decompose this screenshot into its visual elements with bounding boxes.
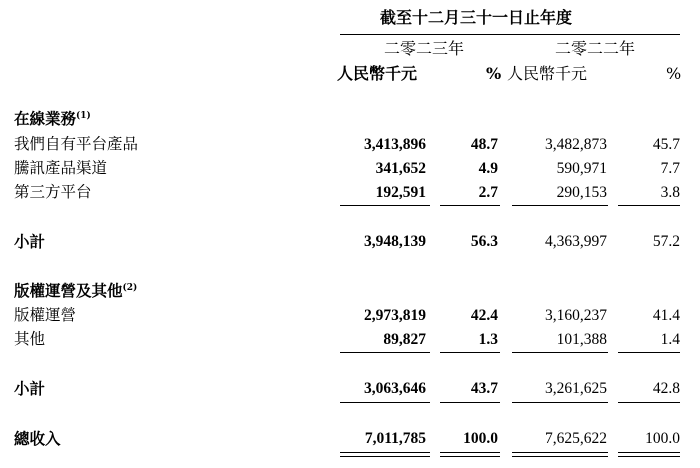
subtotal-value-2023: 3,948,139 bbox=[364, 233, 426, 250]
double-rule bbox=[512, 452, 608, 453]
header-rule bbox=[340, 34, 680, 35]
total-value-2022: 7,625,622 bbox=[545, 430, 607, 447]
column-rule bbox=[512, 402, 608, 403]
column-rule bbox=[440, 402, 500, 403]
section-title-copyright: 版權運營及其他$^{(2)}$ bbox=[14, 281, 138, 300]
row-label: 第三方平台 bbox=[14, 183, 92, 201]
total-pct-2022: 100.0 bbox=[645, 430, 680, 447]
currency-2023-header: 人民幣千元 bbox=[337, 64, 418, 83]
row-label: 其他 bbox=[14, 330, 46, 348]
row-label: 騰訊產品渠道 bbox=[14, 159, 108, 177]
subtotal-label: 小計 bbox=[14, 232, 46, 251]
column-rule bbox=[618, 402, 680, 403]
subtotal-value-2023: 3,063,646 bbox=[364, 380, 426, 397]
year-2023-header: 二零二三年 bbox=[384, 39, 465, 58]
column-rule bbox=[340, 402, 430, 403]
subtotal-pct-2022: 57.2 bbox=[652, 233, 680, 250]
year-2022-header: 二零二二年 bbox=[555, 39, 636, 58]
pct-2022: 3.8 bbox=[660, 184, 680, 201]
column-rule bbox=[440, 352, 500, 353]
value-2023: 89,827 bbox=[383, 331, 426, 348]
total-label: 總收入 bbox=[14, 429, 61, 448]
value-2022: 590,971 bbox=[556, 160, 607, 177]
pct-2023-header: % bbox=[486, 64, 502, 83]
total-pct-2023: 100.0 bbox=[463, 430, 498, 447]
pct-2022: 41.4 bbox=[652, 307, 680, 324]
value-2022: 3,160,237 bbox=[545, 307, 607, 324]
double-rule bbox=[440, 452, 500, 453]
double-rule bbox=[340, 456, 430, 457]
pct-2022: 45.7 bbox=[652, 136, 680, 153]
column-rule bbox=[512, 205, 608, 206]
subtotal-pct-2022: 42.8 bbox=[652, 380, 680, 397]
pct-2023: 48.7 bbox=[470, 136, 498, 153]
double-rule bbox=[340, 452, 430, 453]
pct-2023: 2.7 bbox=[478, 184, 498, 201]
value-2023: 341,652 bbox=[375, 160, 426, 177]
subtotal-value-2022: 4,363,997 bbox=[545, 233, 607, 250]
double-rule bbox=[618, 452, 680, 453]
row-label: 版權運營 bbox=[14, 306, 77, 324]
period-header: 截至十二月三十一日止年度 bbox=[380, 8, 573, 27]
column-rule bbox=[512, 352, 608, 353]
subtotal-pct-2023: 56.3 bbox=[470, 233, 498, 250]
value-2022: 3,482,873 bbox=[545, 136, 607, 153]
pct-2023: 42.4 bbox=[470, 307, 498, 324]
value-2023: 3,413,896 bbox=[364, 136, 426, 153]
value-2022: 290,153 bbox=[556, 184, 607, 201]
column-rule bbox=[618, 352, 680, 353]
column-rule bbox=[340, 205, 430, 206]
pct-2022: 1.4 bbox=[660, 331, 680, 348]
value-2023: 192,591 bbox=[375, 184, 426, 201]
subtotal-pct-2023: 43.7 bbox=[470, 380, 498, 397]
section-title-online: 在線業務$^{(1)}$ bbox=[14, 109, 91, 128]
column-rule bbox=[618, 205, 680, 206]
column-rule bbox=[340, 352, 430, 353]
double-rule bbox=[512, 456, 608, 457]
double-rule bbox=[440, 456, 500, 457]
pct-2022: 7.7 bbox=[660, 160, 680, 177]
column-rule bbox=[440, 205, 500, 206]
pct-2023: 1.3 bbox=[478, 331, 498, 348]
double-rule bbox=[618, 456, 680, 457]
pct-2022-header: % bbox=[666, 64, 682, 83]
subtotal-value-2022: 3,261,625 bbox=[545, 380, 607, 397]
total-value-2023: 7,011,785 bbox=[364, 430, 426, 447]
pct-2023: 4.9 bbox=[478, 160, 498, 177]
subtotal-label: 小計 bbox=[14, 379, 46, 398]
row-label: 我們自有平台產品 bbox=[14, 135, 139, 153]
currency-2022-header: 人民幣千元 bbox=[507, 64, 588, 83]
value-2023: 2,973,819 bbox=[364, 307, 426, 324]
value-2022: 101,388 bbox=[556, 331, 607, 348]
